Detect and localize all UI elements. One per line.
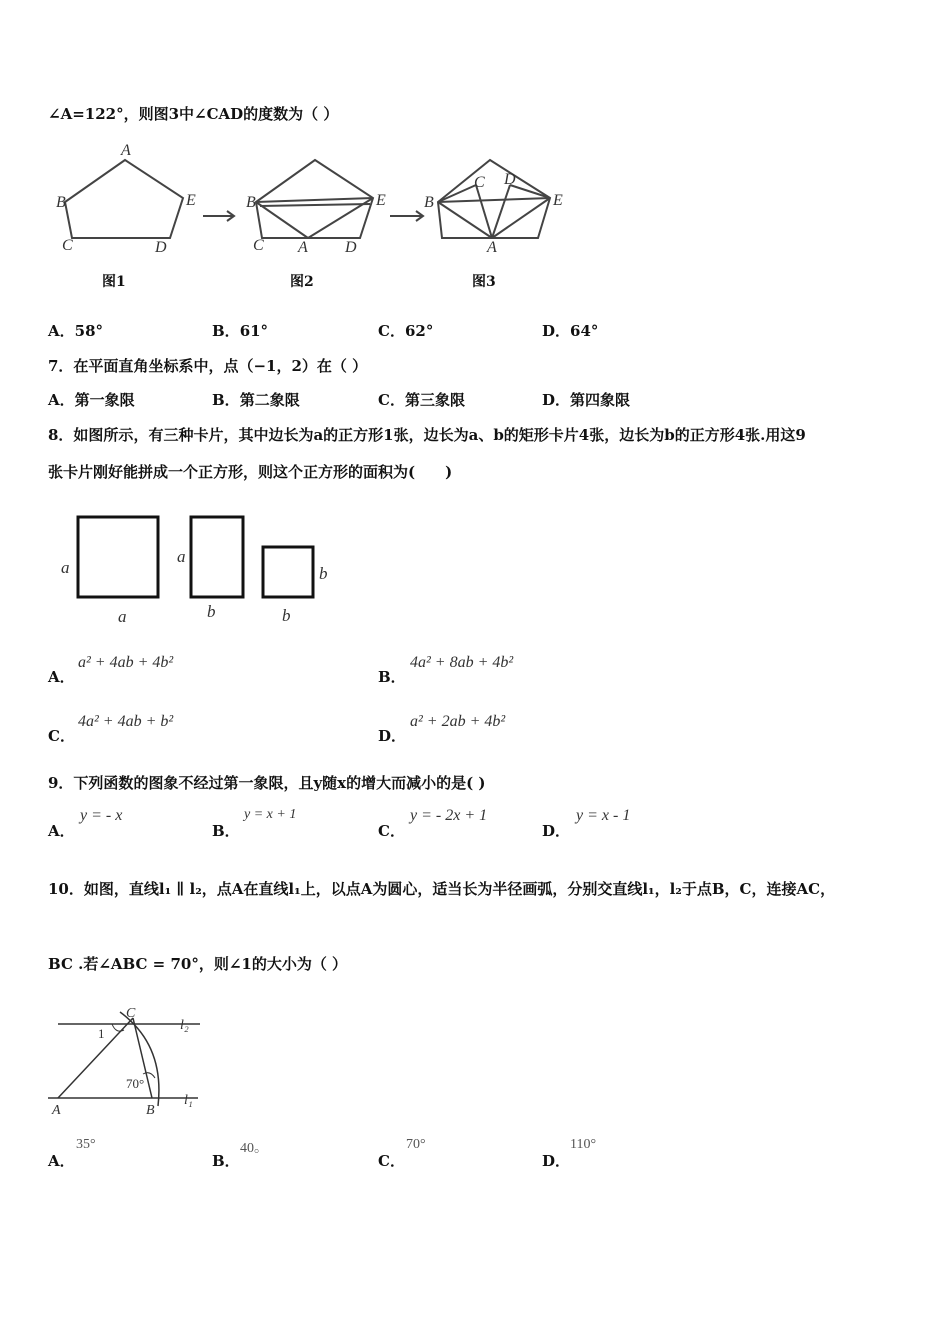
q7-stem: 7．在平面直角坐标系中，点（−1，2）在（ ） [48, 357, 368, 375]
label-C: C [126, 1006, 136, 1021]
fig2-label-A: A [298, 239, 308, 256]
q9-option-c-expr[interactable]: y = - 2x + 1 [410, 807, 488, 824]
fig1-label-E: E [186, 192, 196, 209]
q8-option-d-expr[interactable]: a² + 2ab + 4b² [410, 713, 506, 730]
q8-cards-figure [55, 505, 355, 635]
q10-option-d-value[interactable]: 110° [570, 1137, 597, 1152]
q8-option-c-expr[interactable]: 4a² + 4ab + b² [78, 713, 174, 730]
label-70: 70° [126, 1076, 145, 1091]
figure-2-caption: 图2 [290, 274, 314, 290]
fig3-label-B: B [424, 194, 434, 211]
q9-option-a[interactable]: A． [48, 822, 75, 840]
figure-3-pentagon [438, 160, 550, 238]
q6-option-c[interactable]: C．62° [378, 322, 434, 340]
card-b-side-label: b [319, 564, 328, 583]
segment-AC [58, 1018, 133, 1098]
label-A: A [52, 1103, 61, 1118]
arrow-right-icon [203, 211, 234, 221]
q8-stem-line1: 8．如图所示，有三种卡片，其中边长为a的正方形1张，边长为a、b的矩形卡片4张，边长为b的正方形4张.用这9 [48, 426, 806, 444]
q6-option-d[interactable]: D．64° [542, 322, 599, 340]
label-B: B [146, 1103, 155, 1118]
fig2-label-D: D [345, 239, 357, 256]
q6-figures [50, 140, 590, 300]
card-square-b [263, 547, 313, 597]
fig2-label-C: C [253, 237, 264, 254]
q10-option-b[interactable]: B． [212, 1152, 240, 1170]
q9-option-c[interactable]: C． [378, 822, 405, 840]
q7-option-d[interactable]: D．第四象限 [542, 391, 631, 409]
q8-option-c[interactable]: C． [48, 727, 75, 745]
fig2-label-B: B [246, 194, 256, 211]
fig1-label-D: D [155, 239, 167, 256]
card-a-side-label: a [61, 558, 70, 577]
q7-option-c[interactable]: C．第三象限 [378, 391, 465, 409]
q10-stem-line2: BC .若∠ABC = 70°，则∠1的大小为（ ） [48, 955, 348, 973]
q10-option-b-value[interactable]: 40。 [240, 1141, 268, 1156]
q8-option-b-expr[interactable]: 4a² + 8ab + 4b² [410, 654, 514, 671]
card-square-a [78, 517, 158, 597]
q8-option-a-expr[interactable]: a² + 4ab + 4b² [78, 654, 174, 671]
figure-1-caption: 图1 [102, 274, 126, 290]
q7-option-b[interactable]: B．第二象限 [212, 391, 300, 409]
fig3-label-D: D [504, 171, 516, 188]
q8-option-a[interactable]: A． [48, 668, 75, 686]
arrow-right-icon [390, 211, 423, 221]
q6-stem: ∠A=122°，则图3中∠CAD的度数为（ ） [48, 105, 339, 123]
fig3-label-C: C [474, 174, 485, 191]
figure-3-caption: 图3 [472, 274, 496, 290]
fig3-label-E: E [553, 192, 563, 209]
q10-stem-line1: 10．如图，直线l₁ ∥ l₂，点A在直线l₁上，以点A为圆心，适当长为半径画弧，分别交直线l₁，l₂于点B，C，连接AC， [48, 880, 836, 898]
q8-stem-line2: 张卡片刚好能拼成一个正方形，则这个正方形的面积为( ) [48, 463, 453, 481]
q9-option-b[interactable]: B． [212, 822, 240, 840]
fig1-label-A: A [121, 142, 131, 159]
fig3-label-A: A [487, 239, 497, 256]
q8-option-b[interactable]: B． [378, 668, 406, 686]
q9-stem: 9．下列函数的图象不经过第一象限，且y随x的增大而减小的是( ) [48, 774, 486, 792]
fig1-label-C: C [62, 237, 73, 254]
q10-option-c-value[interactable]: 70° [406, 1137, 426, 1152]
fig1-label-B: B [56, 194, 66, 211]
label-l1: l₁ [184, 1093, 193, 1108]
card-a-bottom-label: a [118, 607, 127, 626]
fig2-label-E: E [376, 192, 386, 209]
figure-2-pentagon [256, 160, 373, 238]
q8-option-d[interactable]: D． [378, 727, 407, 745]
figure-1-pentagon [65, 160, 183, 238]
q9-option-a-expr[interactable]: y = - x [80, 807, 123, 824]
card-rect-ab [191, 517, 243, 597]
q6-option-a[interactable]: A．58° [48, 322, 104, 340]
card-rect-bottom-label: b [207, 602, 216, 621]
card-b-bottom-label: b [282, 606, 291, 625]
q10-option-c[interactable]: C． [378, 1152, 405, 1170]
q9-option-d[interactable]: D． [542, 822, 571, 840]
q10-option-a[interactable]: A． [48, 1152, 75, 1170]
label-angle-1: 1 [98, 1026, 105, 1041]
label-l2: l₂ [180, 1018, 189, 1033]
q10-figure [40, 1000, 220, 1120]
q9-option-d-expr[interactable]: y = x - 1 [576, 807, 631, 824]
q6-option-b[interactable]: B．61° [212, 322, 269, 340]
angle-70-mark [143, 1073, 155, 1078]
card-rect-side-label: a [177, 547, 186, 566]
q9-option-b-expr[interactable]: y = x + 1 [244, 807, 297, 822]
q7-option-a[interactable]: A．第一象限 [48, 391, 135, 409]
q10-option-d[interactable]: D． [542, 1152, 571, 1170]
q10-option-a-value[interactable]: 35° [76, 1137, 96, 1152]
